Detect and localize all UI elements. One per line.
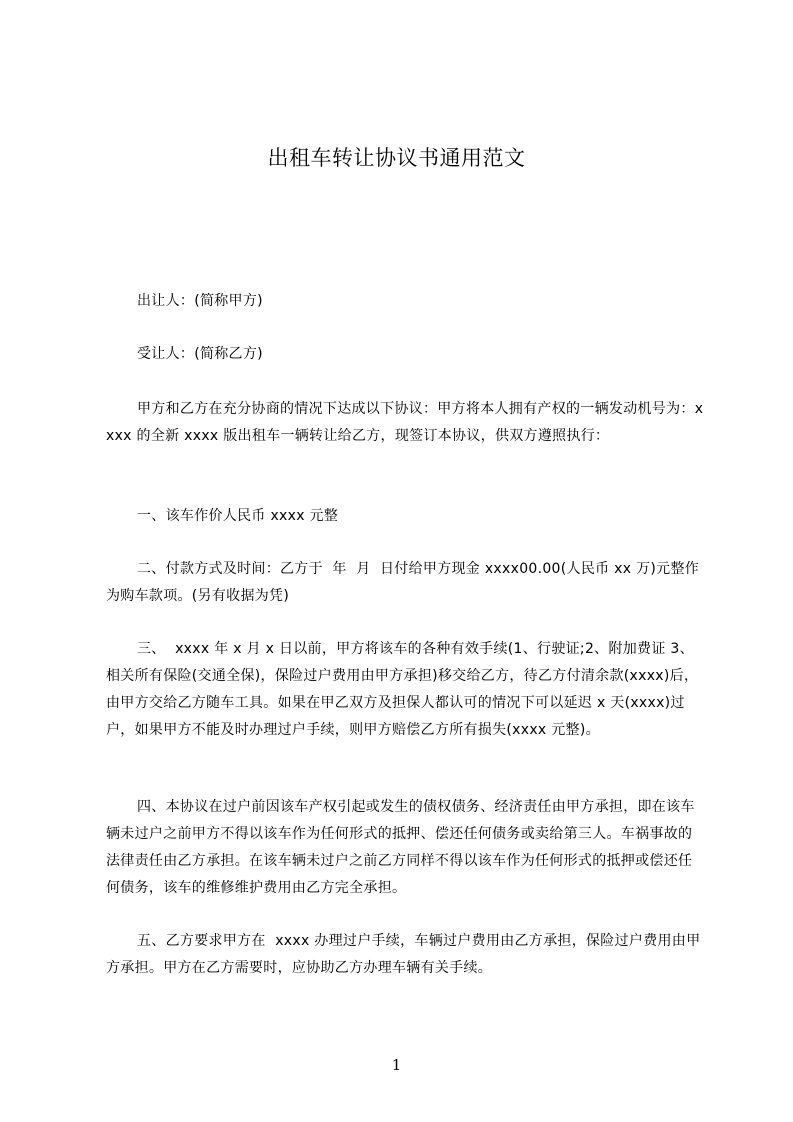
clause-4: 四、本协议在过户前因该车产权引起或发生的债权债务、经济责任由甲方承担，即在该车辆未过户之前甲方不得以该车作为任何形式的抵押、偿还任何债务或卖给第三人。车祸事故的法律责任由乙方承担。在该车辆未过户之前乙方同样不得以该车作为任何形式的抵押或偿还任何债务，该车的维修维护费用由乙方完全承担。 [106,799,695,896]
transferee-line: 受让人：(简称乙方) [137,346,263,362]
clause-2: 二、付款方式及时间：乙方于 年 月 日付给甲方现金 xxxx00.00(人民币 xx 万)元整作为购车款项。(另有收据为凭) [106,561,700,604]
document-title: 出租车转让协议书通用范文 [267,146,526,170]
intro-paragraph: 甲方和乙方在充分协商的情况下达成以下协议：甲方将本人拥有产权的一辆发动机号为：xxxx 的全新 xxxx 版出租车一辆转让给乙方，现签订本协议，供双方遵照执行： [106,401,704,444]
clause-5: 五、乙方要求甲方在 xxxx 办理过户手续，车辆过户费用由乙方承担，保险过户费用由甲方承担。甲方在乙方需要时，应协助乙方办理车辆有关手续。 [106,933,701,976]
clause-1: 一、该车作价人民币 xxxx 元整 [137,508,339,524]
clause-3: 三、 xxxx 年 x 月 x 日以前，甲方将该车的各种有效手续(1、行驶证;2、附加费证 3、相关所有保险(交通全保)，保险过户费用由甲方承担)移交给乙方，待乙方付清余款(xxxx)后，由甲方交给乙方随车工具。如果在甲乙双方及担保人都认可的情况下可以延迟 x 天(xxxx)过户，如果甲方不能及时办理过户手续，则甲方赔偿乙方所有损失(xxxx 元整)。 [106,641,699,738]
transferor-line: 出让人：(简称甲方) [137,293,263,309]
page-number: 1 [391,1056,402,1074]
